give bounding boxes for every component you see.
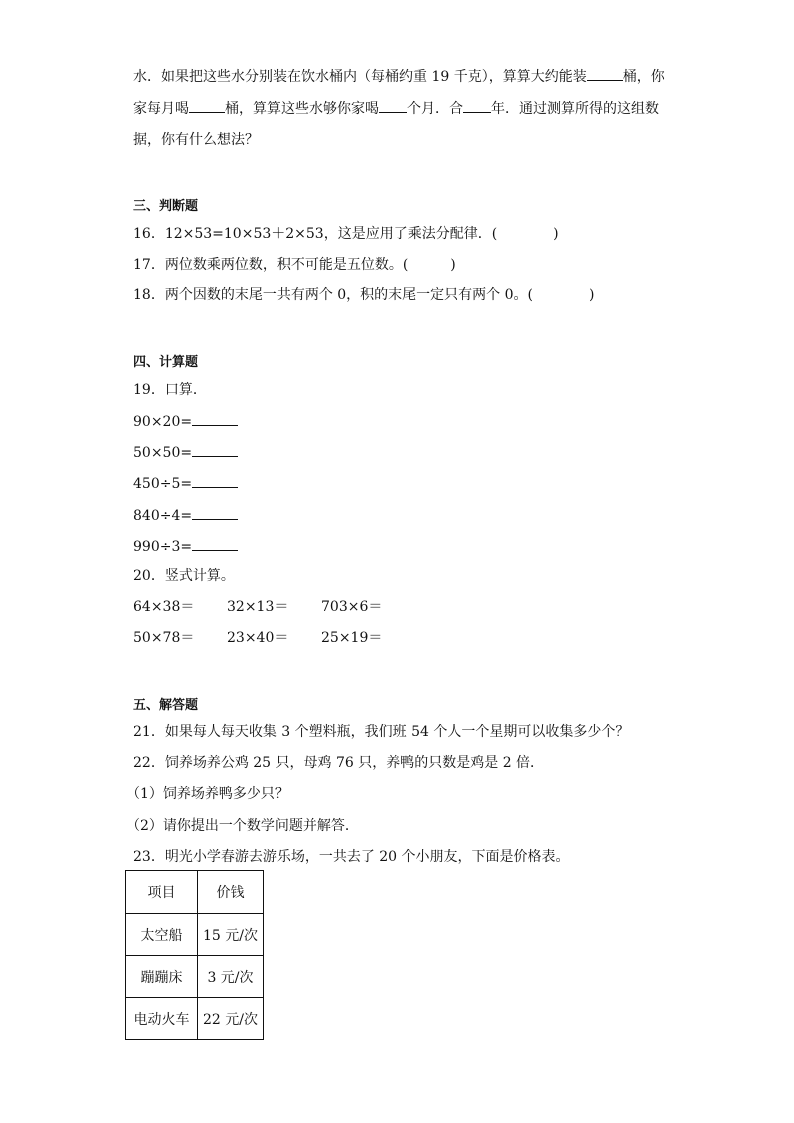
oral-expression: 450÷5=: [133, 476, 193, 492]
q15-text-2d: 年．通过测算所得的这组数: [491, 101, 659, 117]
answer-blank[interactable]: [379, 98, 407, 113]
answer-blank[interactable]: [463, 98, 491, 113]
oral-expression: 90×20=: [133, 414, 193, 430]
question-22-part-1: （1）饲养场养鸭多少只？: [126, 786, 289, 802]
price-table: [125, 870, 264, 1040]
section-3-title: 三、判断题: [133, 199, 199, 214]
oral-expression: 990÷3=: [133, 539, 193, 555]
answer-blank[interactable]: [189, 98, 225, 113]
oral-item: [133, 536, 238, 557]
oral-expression: 50×50=: [133, 445, 193, 461]
answer-blank[interactable]: [587, 66, 623, 81]
q15-text-2a: 家每月喝: [133, 101, 189, 117]
table-cell: 22 元/次: [198, 998, 264, 1040]
question-19: 19．口算．: [133, 382, 207, 398]
answer-blank[interactable]: [192, 411, 238, 426]
table-header-cell: 价钱: [198, 871, 264, 914]
table-row: [126, 998, 264, 1040]
table-cell: 蹦蹦床: [126, 956, 198, 998]
vertical-calc-item: 64×38＝: [133, 599, 195, 615]
table-cell: 电动火车: [126, 998, 198, 1040]
q15-text-2b: 桶，算算这些水够你家喝: [225, 101, 379, 117]
question-22: 22．饲养场养公鸡 25 只，母鸡 76 只，养鸭的只数是鸡是 2 倍．: [133, 755, 545, 771]
answer-blank[interactable]: [192, 473, 238, 488]
oral-item: [133, 411, 238, 432]
vertical-calc-item: 50×78＝: [133, 630, 195, 646]
question-18: 18．两个因数的末尾一共有两个 0，积的末尾一定只有两个 0。( ): [133, 287, 595, 303]
table-row: [126, 914, 264, 956]
q15-line-1: [133, 66, 665, 87]
oral-item: [133, 442, 238, 463]
q15-text-1b: 桶，你: [622, 69, 665, 85]
answer-blank[interactable]: [192, 536, 238, 551]
table-header-cell: 项目: [126, 871, 198, 914]
question-20: 20．竖式计算。: [133, 568, 235, 584]
oral-item: [133, 505, 238, 526]
table-cell: 太空船: [126, 914, 198, 956]
vertical-calc-item: 32×13＝: [227, 599, 289, 615]
vertical-calc-item: 25×19＝: [321, 630, 383, 646]
q15-line-3: [133, 130, 259, 150]
q15-text-2c: 个月．合: [407, 101, 463, 117]
q15-text-3: 据，你有什么想法？: [133, 132, 259, 148]
table-row: [126, 956, 264, 998]
q15-text-1a: 水．如果把这些水分别装在饮水桶内（每桶约重 19 千克），算算大约能装: [133, 69, 587, 85]
answer-blank[interactable]: [192, 505, 238, 520]
table-cell: 15 元/次: [198, 914, 264, 956]
vertical-calc-item: 703×6＝: [321, 599, 383, 615]
section-4-title: 四、计算题: [133, 355, 199, 370]
question-21: 21．如果每人每天收集 3 个塑料瓶，我们班 54 个人一个星期可以收集多少个？: [133, 724, 630, 740]
section-5-title: 五、解答题: [133, 698, 199, 713]
q15-line-2: [133, 98, 659, 119]
question-23: 23．明光小学春游去游乐场，一共去了 20 个小朋友，下面是价格表。: [133, 849, 570, 865]
table-cell: 3 元/次: [198, 956, 264, 998]
vertical-calc-item: 23×40＝: [227, 630, 289, 646]
oral-item: [133, 473, 238, 494]
oral-expression: 840÷4=: [133, 508, 193, 524]
table-header-row: [126, 871, 264, 914]
question-17: 17．两位数乘两位数，积不可能是五位数。( ): [133, 257, 456, 273]
question-22-part-2: （2）请你提出一个数学问题并解答．: [126, 818, 359, 834]
question-16: 16．12×53=10×53＋2×53，这是应用了乘法分配律．( ): [133, 226, 559, 242]
answer-blank[interactable]: [192, 442, 238, 457]
